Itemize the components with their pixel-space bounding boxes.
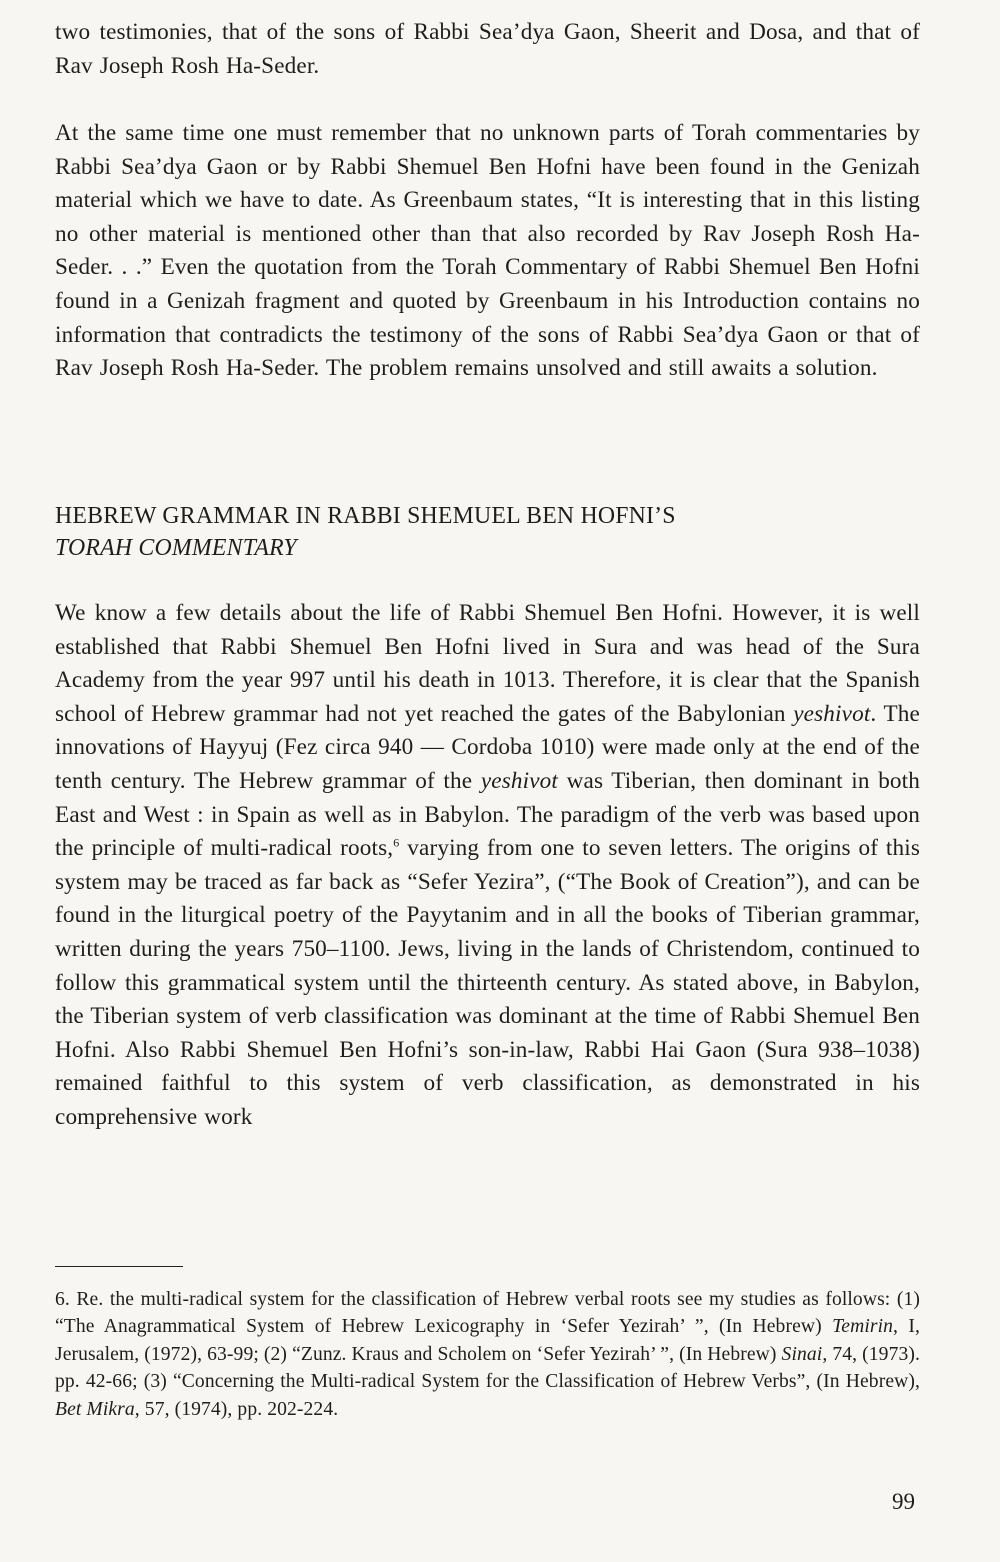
- footnote-part3: , 74, (1973). pp. 42-66; (3) “Concerning the Multi-radical System for the Classification of Hebrew Verbs”, (In Hebrew),: [55, 1343, 921, 1393]
- main-paragraph-part4: varying from one to seven letters. The origins of this system may be traced as far back as “Sefer Yezira”, (“The Book of Creation”), and can be found in the liturgical poetry of the Payytanim and in all the books of Tiberian grammar, written during the years 750–1100. Jews, living in the lands of Christendom, continued to follow this grammatical system until the thirteenth century. As stated above, in Babylon, the Tiberian system of verb classification was dominant at the time of Rabbi Shemuel Ben Hofni. Also Rabbi Shemuel Ben Hofni’s son-in-law, Rabbi Hai Gaon (Sura 938–1038) remained faithful to this system of verb classification, as demonstrated in his comprehensive work: [55, 835, 921, 1130]
- footnote-divider: [55, 1266, 183, 1267]
- footnote-ref-marker: 6: [393, 835, 400, 850]
- section-heading-line2: TORAH COMMENTARY: [55, 535, 297, 561]
- footnote-block: [55, 1286, 920, 1423]
- footnote-part2: , I, Jerusalem, (1972), 63-99; (2) “Zunz. Kraus and Scholem on ‘Sefer Yezirah’ ”, (In Hebrew): [55, 1316, 920, 1365]
- main-paragraph-part1: We know a few details about the life of Rabbi Shemuel Ben Hofni. However, it is well established that Rabbi Shemuel Ben Hofni lived in Sura and was head of the Sura Academy from the year 997 until his death in 1013. Therefore, it is clear that the Spanish school of Hebrew grammar had not yet reached the gates of the Babylonian: [55, 600, 920, 727]
- yeshivot-term: yeshivot: [480, 767, 558, 794]
- continued-paragraph-block: [55, 16, 920, 83]
- yeshivot-term: yeshivot: [793, 700, 871, 727]
- footnote-title-sinai: Sinai: [781, 1343, 823, 1365]
- main-paragraph-part3: was Tiberian, then dominant in both East and West : in Spain as well as in Babylon. The paradigm of the verb was based upon the principle of multi-radical roots,: [55, 767, 921, 862]
- paragraph-at-same-time: At the same time one must remember that no unknown parts of Torah commentaries by Rabbi Sea’dya Gaon or by Rabbi Shemuel Ben Hofni have been found in the Genizah material which we have to date. As Greenbaum states, “It is interesting that in this listing no other material is mentioned other than that also recorded by Rav Joseph Rosh Ha-Seder. . .” Even the quotation from the Torah Commentary of Rabbi Shemuel Ben Hofni found in a Genizah fragment and quoted by Greenbaum in his Introduction contains no information that contradicts the testimony of the sons of Rabbi Sea’dya Gaon or that of Rav Joseph Rosh Ha-Seder. The problem remains unsolved and still awaits a solution.: [55, 120, 920, 382]
- continued-paragraph: two testimonies, that of the sons of Rabbi Sea’dya Gaon, Sheerit and Dosa, and that of Rav Joseph Rosh Ha-Seder.: [55, 19, 920, 79]
- paragraph-block-at-same-time: [55, 117, 920, 386]
- footnote-6: [55, 1286, 920, 1423]
- footnote-title-temirin: Temirin: [832, 1316, 894, 1338]
- main-paragraph: [55, 597, 920, 1135]
- section-heading-line1: HEBREW GRAMMAR IN RABBI SHEMUEL BEN HOFNI’S: [55, 503, 676, 529]
- footnote-title-bet-mikra: Bet Mikra: [55, 1398, 135, 1420]
- page-number: 99: [892, 1489, 915, 1514]
- main-paragraph-part2: . The innovations of Hayyuj (Fez circa 940 — Cordoba 1010) were made only at the end of the tenth century. The Hebrew grammar of the: [55, 700, 920, 794]
- section-heading: [55, 500, 920, 564]
- footnote-part4: , 57, (1974), pp. 202-224.: [134, 1398, 339, 1420]
- footnote-part1: 6. Re. the multi-radical system for the classification of Hebrew verbal roots see my studies as follows: (1) “The Anagrammatical System of Hebrew Lexicography in ‘Sefer Yezirah’ ”, (In Hebrew): [55, 1289, 920, 1338]
- main-paragraph-block: [55, 597, 920, 1135]
